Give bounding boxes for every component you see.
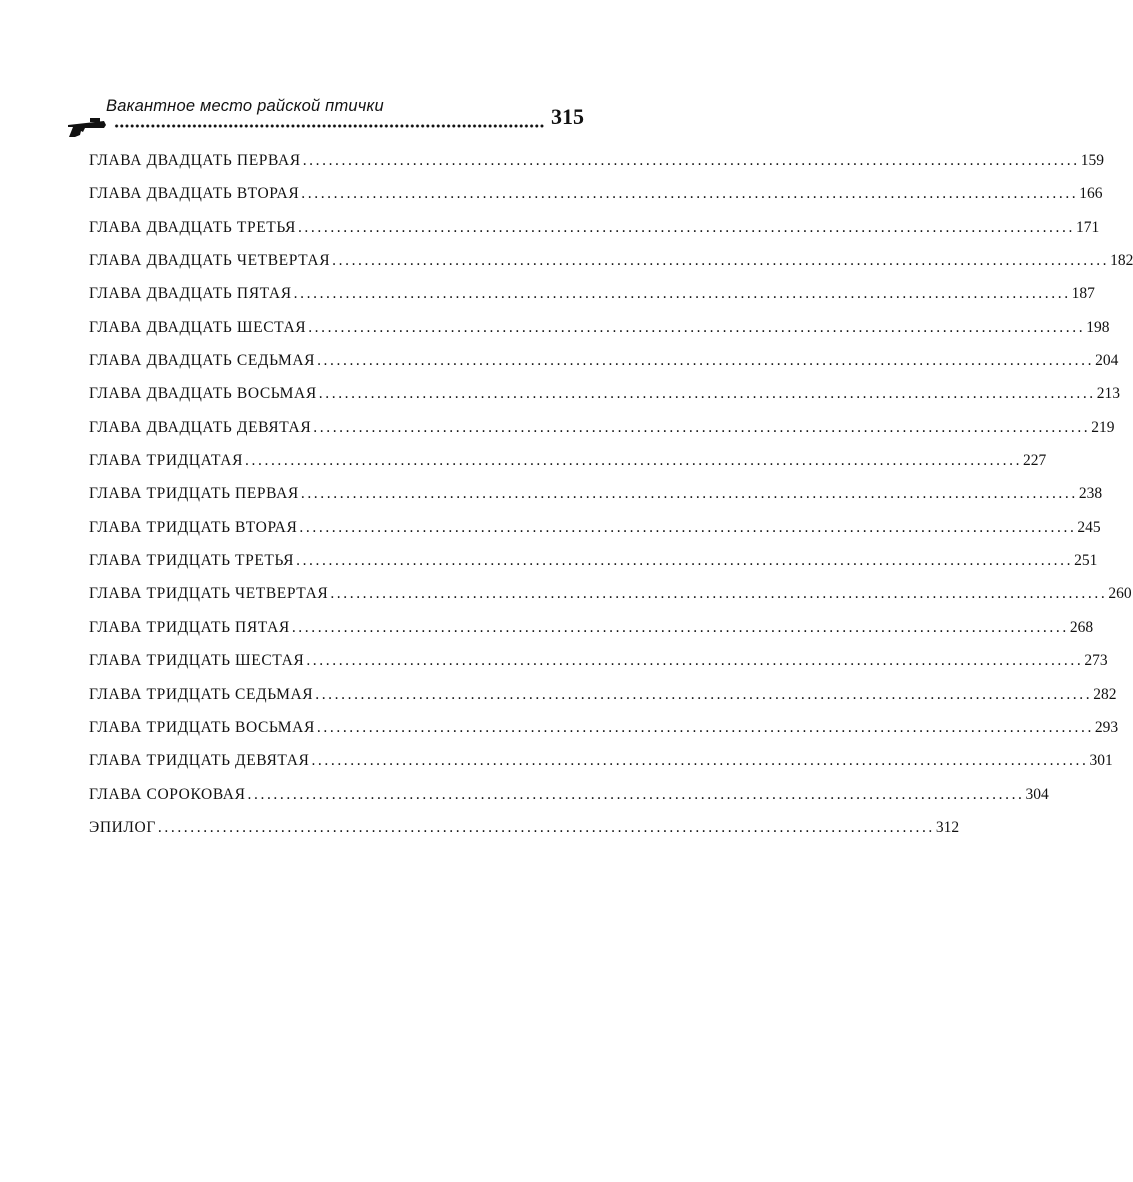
- toc-dot-leader: ........................................................................................................................: [299, 518, 1077, 536]
- toc-dot-leader: ........................................................................................................................: [316, 718, 1094, 736]
- toc-dot-leader: ........................................................................................................................: [330, 585, 1108, 603]
- toc-dot-leader: ........................................................................................................................: [311, 752, 1089, 770]
- toc-entry-title: ГЛАВА ДВАДЦАТЬ ВОСЬМАЯ: [89, 385, 317, 403]
- toc-entry-title: ГЛАВА ТРИДЦАТЬ ПЕРВАЯ: [89, 485, 299, 503]
- toc-dot-leader: ........................................................................................................................: [245, 452, 1023, 470]
- toc-dot-leader: ........................................................................................................................: [300, 485, 1078, 503]
- toc-dot-leader: ........................................................................................................................: [293, 285, 1071, 303]
- toc-entry-page: 245: [1077, 518, 1101, 536]
- toc-dot-leader: ........................................................................................................................: [291, 618, 1069, 636]
- toc-entry-title: ГЛАВА ДВАДЦАТЬ ПЯТАЯ: [89, 285, 292, 303]
- toc-entry-title: ГЛАВА ДВАДЦАТЬ СЕДЬМАЯ: [89, 352, 316, 370]
- table-of-contents: [89, 152, 1133, 852]
- toc-entry[interactable]: [89, 385, 1121, 418]
- toc-entry[interactable]: [89, 618, 1094, 652]
- toc-entry-title: ГЛАВА ТРИДЦАТЬ ДЕВЯТАЯ: [89, 752, 310, 770]
- toc-entry-title: ГЛАВА ТРИДЦАТЬ ШЕСТАЯ: [89, 652, 305, 670]
- toc-entry[interactable]: [89, 452, 1047, 485]
- toc-entry-page: 268: [1069, 618, 1094, 636]
- toc-dot-leader: ........................................................................................................................: [301, 185, 1079, 203]
- toc-entry[interactable]: [89, 785, 1049, 819]
- toc-dot-leader: ........................................................................................................................: [317, 352, 1095, 370]
- toc-entry[interactable]: [89, 152, 1104, 185]
- toc-dot-leader: ........................................................................................................................: [157, 818, 935, 836]
- toc-entry-page: 159: [1080, 152, 1104, 169]
- toc-dot-leader: ........................................................................................................................: [306, 652, 1084, 670]
- toc-entry-page: 187: [1071, 285, 1095, 303]
- toc-entry[interactable]: [89, 185, 1103, 218]
- toc-entry-title: ГЛАВА ТРИДЦАТЬ ВТОРАЯ: [89, 518, 298, 536]
- toc-entry[interactable]: [89, 485, 1103, 518]
- toc-entry-page: 304: [1025, 785, 1049, 803]
- toc-entry[interactable]: [89, 352, 1119, 385]
- toc-entry-page: 282: [1093, 685, 1117, 703]
- toc-entry-page: 213: [1096, 385, 1121, 403]
- toc-entry[interactable]: [89, 218, 1100, 252]
- toc-entry-page: 301: [1089, 752, 1113, 770]
- toc-dot-leader: ........................................................................................................................: [247, 785, 1025, 803]
- toc-dot-leader: ........................................................................................................................: [318, 385, 1096, 403]
- toc-entry[interactable]: [89, 685, 1117, 719]
- toc-entry-page: 227: [1023, 452, 1047, 470]
- toc-entry-title: ГЛАВА СОРОКОВАЯ: [89, 785, 246, 803]
- toc-dot-leader: ........................................................................................................................: [332, 252, 1110, 270]
- toc-entry-title: ГЛАВА ТРИДЦАТЬ ЧЕТВЕРТАЯ: [89, 585, 329, 603]
- toc-dot-leader: ........................................................................................................................: [308, 318, 1086, 336]
- toc-entry-page: 312: [935, 818, 960, 836]
- toc-entry-page: 198: [1086, 318, 1110, 336]
- page-number: 315: [551, 104, 584, 129]
- toc-entry-page: 219: [1091, 418, 1115, 436]
- toc-entry-page: 238: [1078, 485, 1103, 503]
- toc-entry-title: ГЛАВА ДВАДЦАТЬ ЧЕТВЕРТАЯ: [89, 252, 331, 270]
- toc-entry[interactable]: [89, 752, 1113, 785]
- toc-entry-page: 293: [1094, 718, 1119, 736]
- toc-entry-title: ГЛАВА ТРИДЦАТЬ СЕДЬМАЯ: [89, 685, 314, 703]
- toc-entry-title: ГЛАВА ТРИДЦАТЬ ПЯТАЯ: [89, 618, 290, 636]
- toc-entry-title: ЭПИЛОГ: [89, 818, 156, 836]
- header-dot-leader: [114, 122, 544, 130]
- toc-dot-leader: ........................................................................................................................: [296, 552, 1074, 570]
- toc-entry[interactable]: [89, 585, 1132, 618]
- toc-entry-title: ГЛАВА ДВАДЦАТЬ ШЕСТАЯ: [89, 318, 307, 336]
- toc-entry-page: 171: [1075, 218, 1100, 236]
- toc-entry-page: 273: [1084, 652, 1108, 670]
- toc-entry[interactable]: [89, 818, 960, 852]
- toc-entry-page: 182: [1110, 252, 1133, 270]
- running-title: Вакантное место райской птички: [106, 97, 384, 115]
- toc-entry-title: ГЛАВА ДВАДЦАТЬ ДЕВЯТАЯ: [89, 418, 312, 436]
- toc-entry[interactable]: [89, 252, 1133, 285]
- toc-entry-title: ГЛАВА ТРИДЦАТЬ ТРЕТЬЯ: [89, 552, 295, 570]
- toc-entry-page: 204: [1095, 352, 1119, 370]
- toc-entry-title: ГЛАВА ДВАДЦАТЬ ВТОРАЯ: [89, 185, 300, 203]
- toc-entry[interactable]: [89, 652, 1108, 685]
- toc-entry-title: ГЛАВА ДВАДЦАТЬ ТРЕТЬЯ: [89, 218, 296, 236]
- toc-dot-leader: ........................................................................................................................: [302, 152, 1080, 169]
- toc-entry[interactable]: [89, 285, 1095, 318]
- toc-entry-page: 166: [1079, 185, 1103, 203]
- toc-entry[interactable]: [89, 318, 1110, 352]
- toc-entry-page: 251: [1074, 552, 1098, 570]
- toc-entry[interactable]: [89, 552, 1098, 585]
- toc-entry-title: ГЛАВА ТРИДЦАТЬ ВОСЬМАЯ: [89, 718, 315, 736]
- toc-entry[interactable]: [89, 418, 1115, 452]
- toc-entry-title: ГЛАВА ДВАДЦАТЬ ПЕРВАЯ: [89, 152, 301, 169]
- toc-entry[interactable]: [89, 518, 1101, 552]
- running-header: [62, 94, 590, 144]
- toc-entry-page: 260: [1108, 585, 1132, 603]
- toc-entry-title: ГЛАВА ТРИДЦАТАЯ: [89, 452, 244, 470]
- toc-dot-leader: ........................................................................................................................: [315, 685, 1093, 703]
- toc-dot-leader: ........................................................................................................................: [313, 418, 1091, 436]
- toc-dot-leader: ........................................................................................................................: [297, 218, 1075, 236]
- toc-entry[interactable]: [89, 718, 1119, 752]
- pistol-icon: [66, 116, 108, 138]
